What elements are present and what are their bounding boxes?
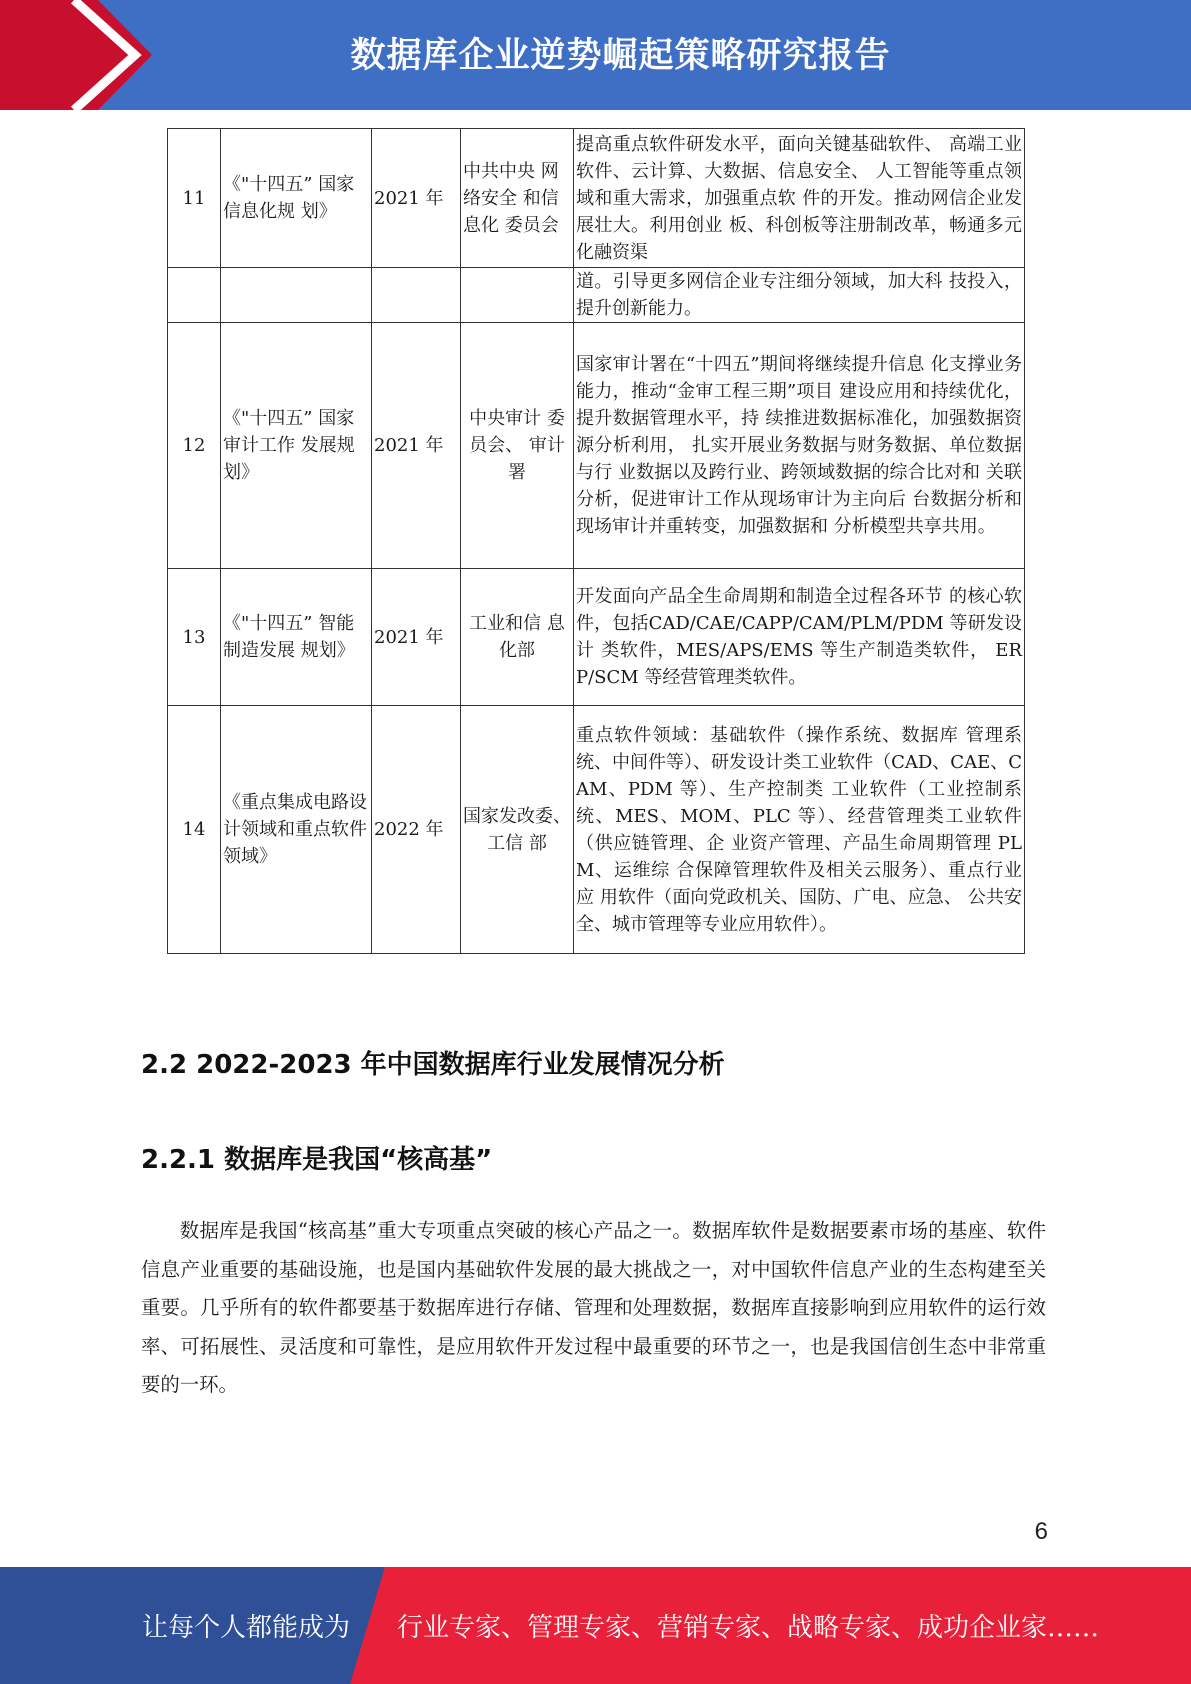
section-heading-2-2-1: 2.2.1 数据库是我国“核高基” [141, 1145, 493, 1175]
policy-content: 开发面向产品全生命周期和制造全过程各环节 的核心软件，包括CAD/CAE/CAPP/CAM/PLM/PDM 等研发设计 类软件，MES/APS/EMS 等生产制造类软件， ERP/SCM 等经营管理类软件。 [574, 569, 1025, 706]
footer-banner [0, 1567, 1191, 1684]
policy-year [372, 268, 461, 323]
header-red-arrow-shape [0, 0, 160, 110]
policy-content: 提高重点软件研发水平，面向关键基础软件、 高端工业软件、云计算、大数据、信息安全、 人工智能等重点领域和重大需求，加强重点软 件的开发。推动网信企业发展壮大。利用创业 板、科创板等注册制改革，畅通多元化融资渠 [574, 129, 1025, 268]
policy-year: 2021 年 [372, 323, 461, 569]
policy-year: 2021 年 [372, 569, 461, 706]
policy-content: 国家审计署在“十四五”期间将继续提升信息 化支撑业务能力，推动“金审工程三期”项目 建设应用和持续优化，提升数据管理水平，持 续推进数据标准化，加强数据资源分析利用， 扎实开展业务数据与财务数据、单位数据与行 业数据以及跨行业、跨领域数据的综合比对和 关联分析，促进审计工作从现场审计为主向后 台数据分析和现场审计并重转变，加强数据和 分析模型共享共用。 [574, 323, 1025, 569]
policy-name [221, 268, 372, 323]
policy-department: 工业和信 息化部 [461, 569, 574, 706]
policy-year: 2022 年 [372, 706, 461, 954]
table-row [168, 129, 1025, 268]
footer-slogan-right: 行业专家、管理专家、营销专家、战略专家、成功企业家…… [397, 1613, 1100, 1643]
policy-name: 《"十四五” 国家信息化规 划》 [221, 129, 372, 268]
policy-content: 道。引导更多网信企业专注细分领域，加大科 技投入，提升创新能力。 [574, 268, 1025, 323]
policy-content: 重点软件领域：基础软件（操作系统、数据库 管理系统、中间件等）、研发设计类工业软件（CAD、CAE、CAM、PDM 等）、生产控制类 工业软件（工业控制系统、MES、MOM、PLC 等）、经营管理类工业软件（供应链管理、企 业资产管理、产品生命周期管理 PLM、运维综 合保障管理软件及相关云服务）、重点行业应 用软件（面向党政机关、国防、广电、应急、 公共安全、城市管理等专业应用软件）。 [574, 706, 1025, 954]
table-row [168, 268, 1025, 323]
footer-slogan-left: 让每个人都能成为 [142, 1613, 351, 1643]
row-number: 13 [168, 569, 221, 706]
row-number [168, 268, 221, 323]
policy-department: 中共中央 网络安全 和信息化 委员会 [461, 129, 574, 268]
row-number: 14 [168, 706, 221, 954]
table-row [168, 706, 1025, 954]
table-row [168, 569, 1025, 706]
policy-department: 国家发改委、工信 部 [461, 706, 574, 954]
page-number: 6 [1034, 1518, 1048, 1545]
row-number: 11 [168, 129, 221, 268]
body-paragraph: 数据库是我国“核高基”重大专项重点突破的核心产品之一。数据库软件是数据要素市场的基座、软件信息产业重要的基础设施，也是国内基础软件发展的最大挑战之一，对中国软件信息产业的生态构建至关重要。几乎所有的软件都要基于数据库进行存储、管理和处理数据，数据库直接影响到应用软件的运行效率、可拓展性、灵活度和可靠性，是应用软件开发过程中最重要的环节之一，也是我国信创生态中非常重要的一环。 [141, 1219, 1046, 1396]
policy-name: 《重点集成电路设计领域和重点软件领域》 [221, 706, 372, 954]
policy-name: 《"十四五” 智能制造发展 规划》 [221, 569, 372, 706]
table-row [168, 323, 1025, 569]
section-heading-2-2: 2.2 2022-2023 年中国数据库行业发展情况分析 [141, 1050, 725, 1080]
policy-year: 2021 年 [372, 129, 461, 268]
policy-table [167, 128, 1025, 954]
row-number: 12 [168, 323, 221, 569]
report-title: 数据库企业逆势崛起策略研究报告 [350, 36, 891, 76]
header-banner [0, 0, 1191, 110]
policy-department [461, 268, 574, 323]
policy-name: 《"十四五” 国家审计工作 发展规划》 [221, 323, 372, 569]
policy-department: 中央审计 委员会、 审计署 [461, 323, 574, 569]
